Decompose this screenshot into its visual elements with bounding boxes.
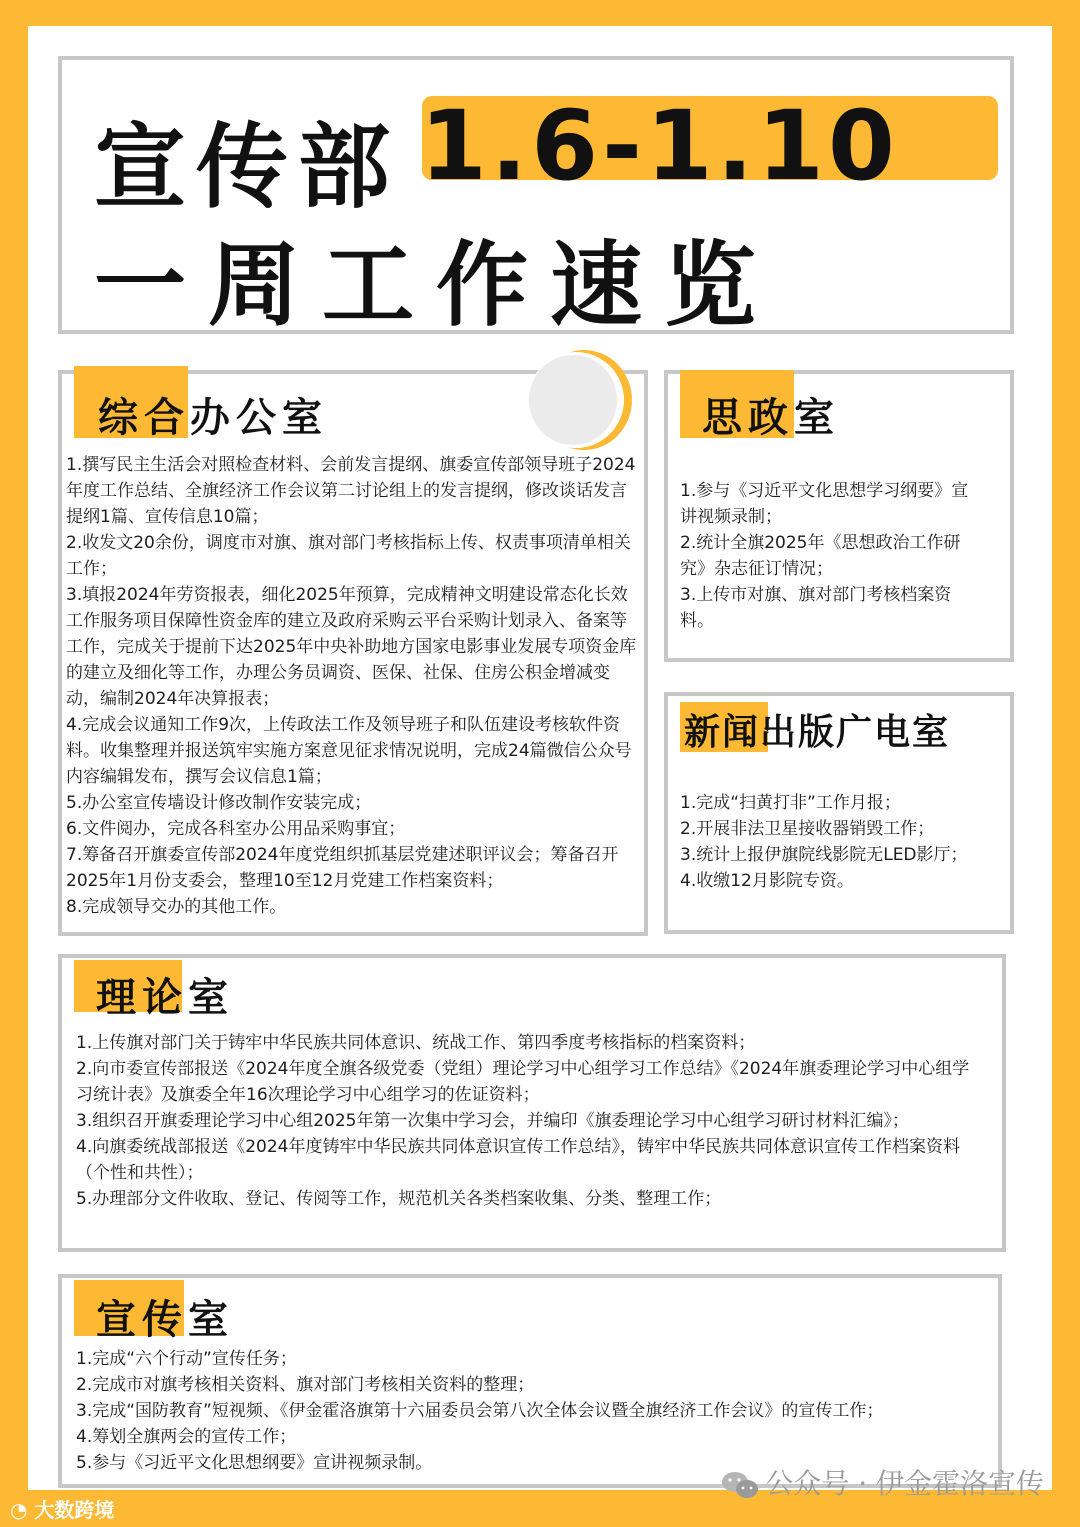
list-item: 3.完成“国防教育”短视频、《伊金霍洛旗第十六届委员会第八次全体会议暨全旗经济工作会议》的宣传工作； [76,1401,884,1421]
list-item: 2.完成市对旗考核相关资料、旗对部门考核相关资料的整理； [76,1375,535,1395]
list-item: 3.组织召开旗委理论学习中心组2025年第一次集中学习会，并编印《旗委理论学习中心组学习研讨材料汇编》； [76,1111,909,1131]
list-item: 1.撰写民主生活会对照检查材料、会前发言提纲、旗委宣传部领导班子2024年度工作总结、全旗经济工作会议第二讨论组上的发言提纲，修改谈话发言提纲1篇、宣传信息10篇； [66,455,636,527]
list-item: 4.筹划全旗两会的宣传工作； [76,1427,297,1447]
corner-logo-icon: ◔ [10,1498,28,1522]
press-title: 新闻出版广电室 [684,711,951,753]
press-list [680,790,1000,894]
list-item: 4.收缴12月影院专资。 [680,871,854,891]
list-item: 8.完成领导交办的其他工作。 [66,897,287,917]
theory-title: 理论室 [96,974,234,1021]
ideology-title: 思政室 [702,394,840,441]
list-item: 1.完成“扫黄打非”工作月报； [680,793,901,813]
circle-decoration-icon [524,348,636,452]
list-item: 2.开展非法卫星接收器销毁工作； [680,819,935,839]
title-line-2: 一周工作速览 [94,232,779,339]
list-item: 4.向旗委统战部报送《2024年度铸牢中华民族共同体意识宣传工作总结》，铸牢中华民族共同体意识宣传工作档案资料（个性和共性）； [76,1137,960,1183]
list-item: 7.筹备召开旗委宣传部2024年度党组织抓基层党建述职评议会；筹备召开2025年1月份支委会，整理10至12月党建工作档案资料； [66,845,619,891]
list-item: 4.完成会议通知工作9次，上传政法工作及领导班子和队伍建设考核软件资料。收集整理并报送筑牢实施方案意见征求情况说明，完成24篇微信公众号内容编辑发布，撰写会议信息1篇； [66,715,632,787]
theory-list [76,1030,976,1212]
corner-logo [10,1494,114,1523]
list-item: 5.参与《习近平文化思想纲要》宣讲视频录制。 [76,1453,433,1473]
general-office-title: 综合办公室 [98,394,328,441]
list-item: 5.办理部分文件收取、登记、传阅等工作，规范机关各类档案收集、分类、整理工作； [76,1189,722,1209]
watermark [721,1462,1044,1502]
watermark-text: 公众号 · 伊金霍洛宣传 [765,1467,1044,1500]
list-item: 2.向市委宣传部报送《2024年度全旗各级党委（党组）理论学习中心组学习工作总结》《2024年旗委理论学习中心组学习统计表》及旗委全年16次理论学习中心组学习的佐证资料； [76,1059,970,1105]
list-item: 2.统计全旗2025年《思想政治工作研究》杂志征订情况； [680,533,961,579]
title-line-1: 宣传部 [94,114,401,221]
list-item: 2.收发文20余份，调度市对旗、旗对部门考核指标上传、权责事项清单相关工作； [66,533,631,579]
general-office-list [66,452,640,920]
list-item: 1.上传旗对部门关于铸牢中华民族共同体意识、统战工作、第四季度考核指标的档案资料； [76,1033,756,1053]
ideology-list [680,478,980,634]
list-item: 1.完成“六个行动”宣传任务； [76,1349,297,1369]
list-item: 3.上传市对旗、旗对部门考核档案资料。 [680,585,952,631]
list-item: 1.参与《习近平文化思想学习纲要》宣讲视频录制； [680,481,969,527]
list-item: 3.填报2024年劳资报表，细化2025年预算，完成精神文明建设常态化长效工作服务项目保障性资金库的建立及政府采购云平台采购计划录入、备案等工作，完成关于提前下达2025年中央补助地方国家电影事业发展专项资金库的建立及细化等工作，办理公务员调资、医保、社保、住房公积金增减变动，编制2024年决算报表； [66,585,637,709]
corner-logo-text: 大数跨境 [34,1498,115,1522]
list-item: 6.文件阅办，完成各科室办公用品采购事宜； [66,819,406,839]
publicity-title: 宣传室 [96,1296,234,1343]
publicity-list [76,1346,986,1476]
date-range: 1.6-1.10 [420,90,899,202]
list-item: 3.统计上报伊旗院线影院无LED影厅； [680,845,968,865]
list-item: 5.办公室宣传墙设计修改制作安装完成； [66,793,372,813]
wechat-icon [721,1470,759,1500]
